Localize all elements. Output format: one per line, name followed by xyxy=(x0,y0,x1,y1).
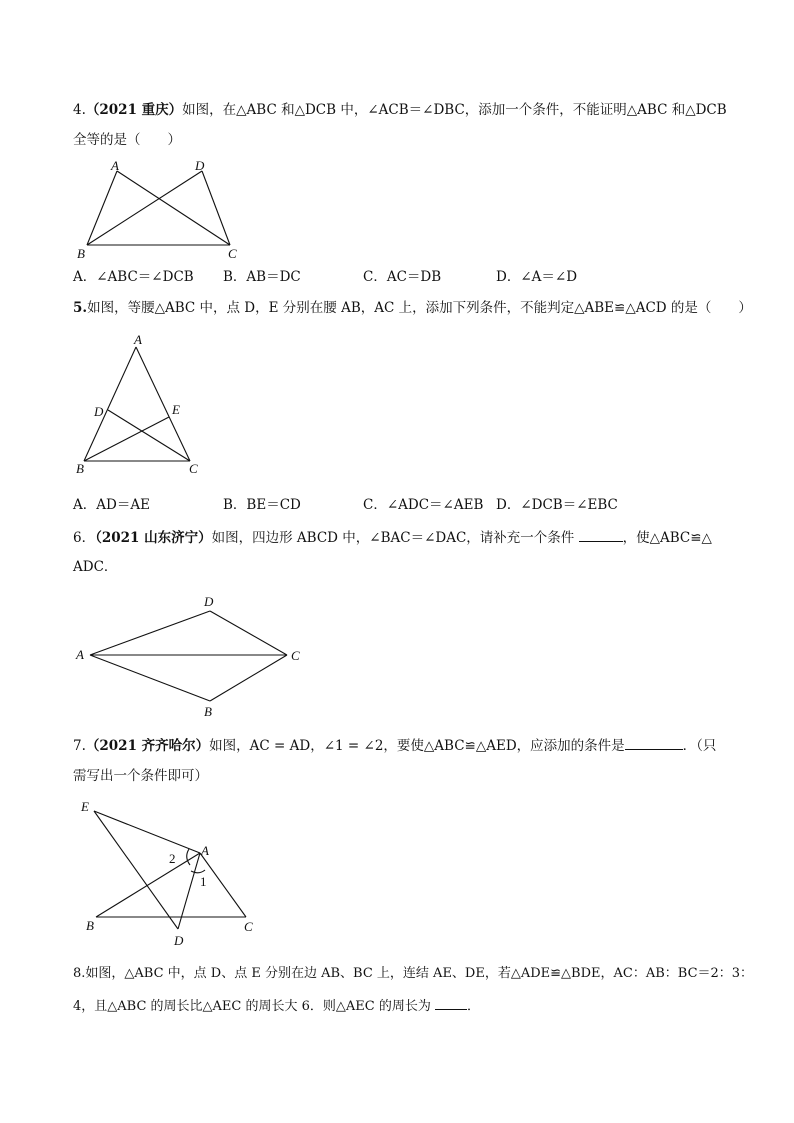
q4-label-b: B xyxy=(77,246,85,261)
q4-figure xyxy=(73,155,253,265)
q5-stem-text: 如图，等腰△ABC 中，点 D，E 分别在腰 AB，AC 上，添加下列条件，不能判定△ABE≌△ACD 的是（ ） xyxy=(87,300,752,316)
q7-label-2: 2 xyxy=(169,851,176,866)
q6-line-1 xyxy=(73,527,712,548)
q6-label-d: D xyxy=(204,594,214,609)
q6-segment-bc xyxy=(210,655,287,701)
q5-segment-ab xyxy=(84,347,136,461)
q8-line-1: 8.如图，△ABC 中，点 D、点 E 分别在边 AB、BC 上，连结 AE、DE，若△ADE≌△BDE，AC：AB：BC＝2：3： xyxy=(73,966,754,981)
q4-segment-db xyxy=(87,171,202,245)
q7-segment-ed xyxy=(94,811,178,929)
q4-stem-text: 如图，在△ABC 和△DCB 中，∠ACB＝∠DBC，添加一个条件，不能证明△ABC 和△DCB xyxy=(182,102,727,118)
q7-label-b: B xyxy=(86,918,94,933)
q5-label-b: B xyxy=(76,461,84,475)
q4-option-b[interactable]: B．AB＝DC xyxy=(223,269,301,285)
q7-label-c: C xyxy=(244,919,253,934)
q6-line-2: ADC． xyxy=(73,559,118,575)
q7-label-d: D xyxy=(174,933,184,948)
q5-segment-eb xyxy=(84,417,169,461)
q5-label-a: A xyxy=(134,332,142,347)
q6-segment-dc xyxy=(210,611,287,655)
q5-line-1 xyxy=(73,298,752,318)
q4-label-c: C xyxy=(228,246,237,261)
q6-label-c: C xyxy=(291,648,300,663)
q6-segment-ab xyxy=(90,655,210,701)
q5-option-d[interactable]: D．∠DCB＝∠EBC xyxy=(496,497,618,513)
q8-answer-blank[interactable] xyxy=(435,995,467,1010)
q4-segment-dc xyxy=(202,171,230,245)
q7-segment-ac xyxy=(200,853,246,917)
q7-label-e: E xyxy=(81,799,89,814)
q4-option-c[interactable]: C．AC＝DB xyxy=(363,269,442,285)
q4-number: 4. xyxy=(73,102,86,118)
q5-option-b[interactable]: B．BE＝CD xyxy=(223,497,301,513)
q5-option-c[interactable]: C．∠ADC＝∠AEB xyxy=(363,497,484,513)
q5-figure xyxy=(73,330,213,475)
q7-angle-1-arc xyxy=(191,870,205,873)
q6-label-a: A xyxy=(76,647,84,662)
q7-label-1: 1 xyxy=(200,874,207,889)
q6-number: 6． xyxy=(73,530,96,546)
q6-source-tag: （2021 山东济宁） xyxy=(95,530,212,546)
q8-stem-text-a: 4，且△ABC 的周长比△AEC 的周长大 6．则△AEC 的周长为 xyxy=(73,999,435,1014)
q5-number: 5. xyxy=(73,300,88,316)
q7-answer-blank[interactable] xyxy=(625,735,683,750)
q4-segment-ac xyxy=(117,171,230,245)
q4-label-a: A xyxy=(111,158,119,173)
q4-option-d[interactable]: D．∠A＝∠D xyxy=(496,269,578,285)
q7-segment-ea xyxy=(94,811,200,853)
q6-label-b: B xyxy=(204,704,212,719)
q6-answer-blank[interactable] xyxy=(579,527,623,542)
q4-line-2: 全等的是（ ） xyxy=(73,132,181,148)
q5-label-c: C xyxy=(189,461,198,475)
q7-line-1 xyxy=(73,735,716,756)
q4-label-d: D xyxy=(195,158,205,173)
q5-label-e: E xyxy=(172,402,180,417)
q6-figure xyxy=(73,590,313,720)
q7-stem-text-b: ．（只 xyxy=(682,738,717,754)
q5-option-a[interactable]: A．AD＝AE xyxy=(73,497,150,513)
q7-label-a: A xyxy=(201,843,209,858)
q4-option-a[interactable]: A．∠ABC＝∠DCB xyxy=(73,269,194,285)
q4-source-tag: （2021 重庆） xyxy=(85,102,183,118)
q8-line-2 xyxy=(73,995,480,1017)
q7-stem-text-a: 如图，AC = AD，∠1 = ∠2，要使△ABC≌△AED，应添加的条件是 xyxy=(209,738,625,754)
q8-stem-text-b: ． xyxy=(466,999,480,1014)
q7-source-tag: （2021 齐齐哈尔） xyxy=(85,738,210,754)
q7-figure xyxy=(73,795,273,955)
q4-line-1 xyxy=(73,100,727,120)
q7-number: 7. xyxy=(73,738,86,754)
q7-angle-2-arc xyxy=(187,849,190,865)
q6-stem-text-a: 如图，四边形 ABCD 中，∠BAC＝∠DAC，请补充一个条件 xyxy=(211,530,579,546)
q6-segment-ad xyxy=(90,611,210,655)
q4-segment-ab xyxy=(87,171,117,245)
q7-line-2: 需写出一个条件即可） xyxy=(73,768,208,784)
q5-label-d: D xyxy=(94,404,104,419)
q6-stem-text-b: ，使△ABC≌△ xyxy=(622,530,712,546)
